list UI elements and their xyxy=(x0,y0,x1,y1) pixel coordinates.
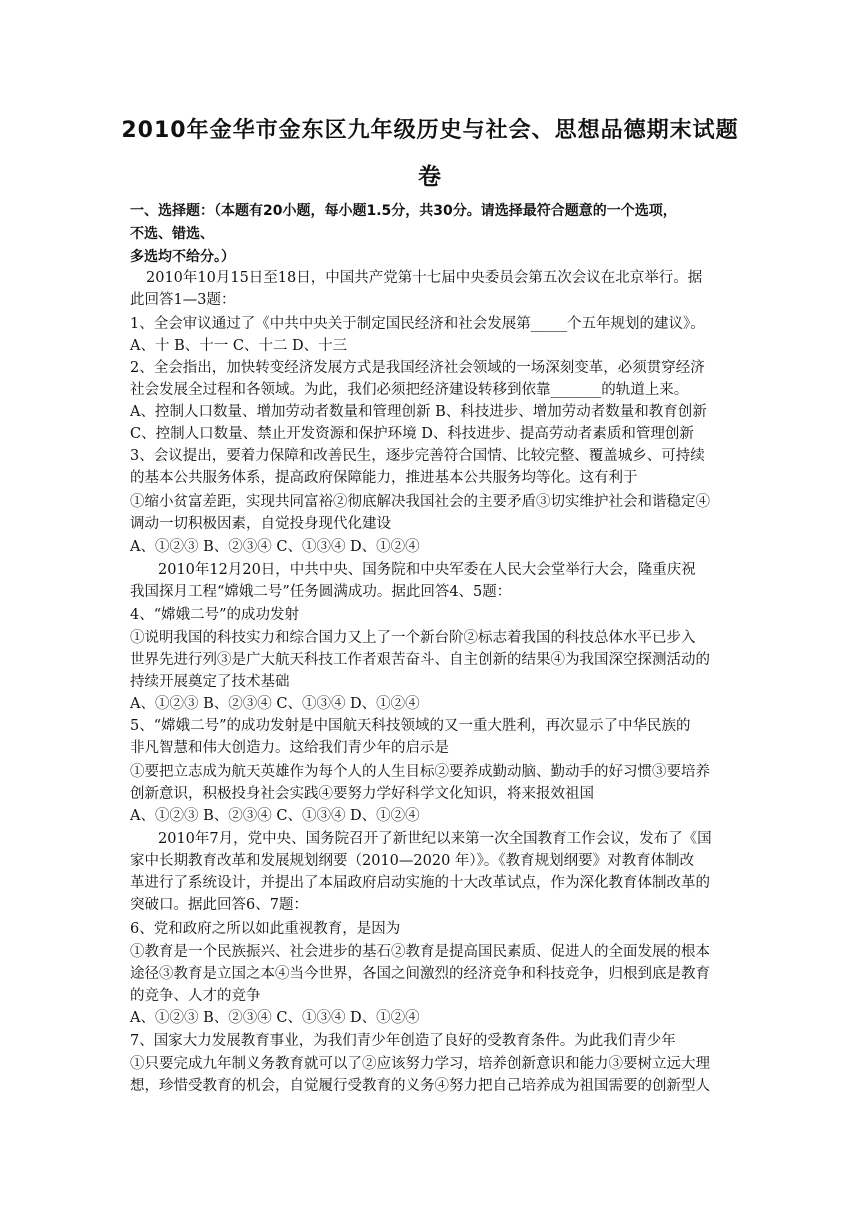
statement-line: 持续开展奠定了技术基础 xyxy=(130,674,290,690)
exam-title-continued: 卷 xyxy=(418,164,442,190)
statement-line: 途径③教育是立国之本④当今世界，各国之间激烈的经济竞争和科技竞争，归根到底是教育 xyxy=(130,966,710,982)
options-5: A、①②③ B、②③④ C、①③④ D、①②④ xyxy=(130,808,420,824)
exam-title: 2010年金华市金东区九年级历史与社会、思想品德期末试题 xyxy=(121,118,739,143)
option-line: A、控制人口数量、增加劳动者数量和管理创新 B、科技进步、增加劳动者数量和教育创新 xyxy=(130,404,707,420)
question-text: 的基本公共服务体系，提高政府保障能力，推进基本公共服务均等化。这有利于 xyxy=(130,470,638,486)
passage-text: 2010年7月，党中央、国务院召开了新世纪以来第一次全国教育工作会议，发布了《国 xyxy=(158,831,712,847)
statement-line: ①只要完成九年制义务教育就可以了②应该努力学习，培养创新意识和能力③要树立远大理 xyxy=(130,1056,710,1072)
question-text: 社会发展全过程和各领域。为此，我们必须把经济建设转移到依靠_______的轨道上来。 xyxy=(130,382,689,398)
passage-text: 2010年10月15日至18日，中国共产党第十七届中央委员会第五次会议在北京举行。据 xyxy=(146,270,703,286)
options-3: A、①②③ B、②③④ C、①③④ D、①②④ xyxy=(130,539,420,555)
statement-line: ①缩小贫富差距，实现共同富裕②彻底解决我国社会的主要矛盾③切实维护社会和谐稳定④ xyxy=(130,494,710,510)
statement-line: 想，珍惜受教育的机会，自觉履行受教育的义务④努力把自己培养成为祖国需要的创新型人 xyxy=(130,1078,710,1094)
passage-text: 家中长期教育改革和发展规划纲要（2010—2020 年）》。《教育规划纲要》对教育体制改 xyxy=(130,853,695,869)
statement-line: 创新意识，积极投身社会实践④要努力学好科学文化知识，将来报效祖国 xyxy=(130,786,594,802)
section-instruction: 不选、错选、 xyxy=(130,226,214,242)
passage-text: 突破口。据此回答6、7题： xyxy=(130,897,308,913)
question-4: 4、“嫦娥二号”的成功发射 xyxy=(130,607,300,623)
statement-line: 世界先进行列③是广大航天科技工作者艰苦奋斗、自主创新的结果④为我国深空探测活动的 xyxy=(130,652,710,668)
options-1: A、十 B、十一 C、十二 D、十三 xyxy=(130,338,348,354)
question-7: 7、国家大力发展教育事业，为我们青少年创造了良好的受教育条件。为此我们青少年 xyxy=(130,1033,676,1049)
question-3: 3、会议提出，要着力保障和改善民生，逐步完善符合国情、比较完整、覆盖城乡、可持续 xyxy=(130,448,705,464)
statement-line: ①说明我国的科技实力和综合国力又上了一个新台阶②标志着我国的科技总体水平已步入 xyxy=(130,630,696,646)
options-4: A、①②③ B、②③④ C、①③④ D、①②④ xyxy=(130,696,420,712)
question-5: 5、“嫦娥二号”的成功发射是中国航天科技领域的又一重大胜利，再次显示了中华民族的 xyxy=(130,718,691,734)
statement-line: 的竞争、人才的竞争 xyxy=(130,988,261,1004)
passage-text: 2010年12月20日，中共中央、国务院和中央军委在人民大会堂举行大会，隆重庆祝 xyxy=(158,562,696,578)
statement-line: ①教育是一个民族振兴、社会进步的基石②教育是提高国民素质、促进人的全面发展的根本 xyxy=(130,944,710,960)
statement-line: 调动一切积极因素，自觉投身现代化建设 xyxy=(130,516,391,532)
option-line: C、控制人口数量、禁止开发资源和保护环境 D、科技进步、提高劳动者素质和管理创新 xyxy=(130,426,694,442)
question-2: 2、全会指出，加快转变经济发展方式是我国经济社会领域的一场深刻变革，必须贯穿经济 xyxy=(130,360,705,376)
passage-text: 革进行了系统设计，并提出了本届政府启动实施的十大改革试点，作为深化教育体制改革的 xyxy=(130,875,710,891)
question-1: 1、全会审议通过了《中共中央关于制定国民经济和社会发展第_____个五年规划的建议》。 xyxy=(130,316,705,332)
passage-text: 此回答1—3题： xyxy=(130,292,236,308)
passage-text: 我国探月工程“嫦娥二号”任务圆满成功。据此回答4、5题： xyxy=(130,584,512,600)
question-text: 非凡智慧和伟大创造力。这给我们青少年的启示是 xyxy=(130,740,449,756)
section-heading: 一、选择题：（本题有20小题，每小题1.5分，共30分。请选择最符合题意的一个选项， xyxy=(130,203,677,219)
options-6: A、①②③ B、②③④ C、①③④ D、①②④ xyxy=(130,1010,420,1026)
statement-line: ①要把立志成为航天英雄作为每个人的人生目标②要养成勤动脑、勤动手的好习惯③要培养 xyxy=(130,764,710,780)
section-instruction: 多选均不给分。） xyxy=(130,249,235,265)
question-6: 6、党和政府之所以如此重视教育，是因为 xyxy=(130,921,401,937)
